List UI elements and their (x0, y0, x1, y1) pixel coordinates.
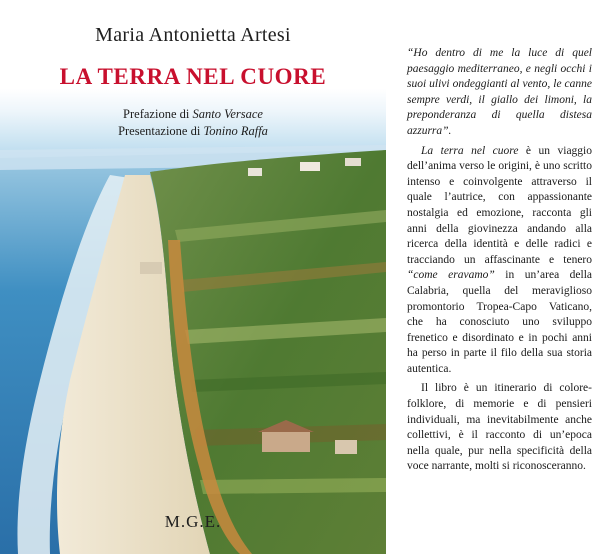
presentation-line (0, 123, 386, 140)
back-cover-text-panel (386, 0, 600, 554)
presentation-prefix: Presentazione di (118, 124, 201, 138)
blurb-title-ref: La terra nel cuore (421, 144, 519, 157)
blurb-p1-part-a: è un viaggio dell’anima verso le origini, è uno scritto intenso e coinvolgente attraverso il quale l’autrice, con appassionante nostalgia ed emozione, racconta gli anni della giovinezza andando alla ricerca della identità e delle radici e tracciando un affascinante e tenero (407, 144, 592, 266)
preface-prefix: Prefazione di (123, 107, 190, 121)
preface-line (0, 106, 386, 123)
publisher-name: M.G.E. (164, 512, 222, 531)
blurb-p1-part-b: in un’area della Calabria, quella del meraviglioso promontorio Tropea-Capo Vaticano, che ha conosciuto uno sviluppo frenetico e disordinato e in pochi anni ha perso in parte il filo della sua storia autentica. (407, 269, 592, 375)
preface-author: Santo Versace (192, 107, 263, 121)
blurb-paragraph-2: Il libro è un itinerario di colore-folklore, di memorie e di pensieri individuali, ma inevitabilmente anche collettivi, è il racconto di un’epoca nella quale, pur nella specificità della voce narrante, molti si riconosceranno. (407, 382, 592, 473)
blurb-quote: “Ho dentro di me la luce di quel paesaggio mediterraneo, e negli occhi i suoi ulivi ondeggianti al vento, le canne sempre verdi, il giallo dei limoni, la preponderanza di quella distesa azzurra”. (407, 47, 592, 137)
blurb-come-eravamo: “come eravamo” (407, 269, 495, 282)
presentation-author: Tonino Raffa (203, 124, 268, 138)
author-name: Maria Antonietta Artesi (95, 24, 291, 46)
book-title: LA TERRA NEL CUORE (59, 64, 327, 89)
blurb-paragraph-1 (407, 144, 592, 378)
blurb-text (407, 46, 592, 479)
preface-credits (0, 106, 386, 140)
